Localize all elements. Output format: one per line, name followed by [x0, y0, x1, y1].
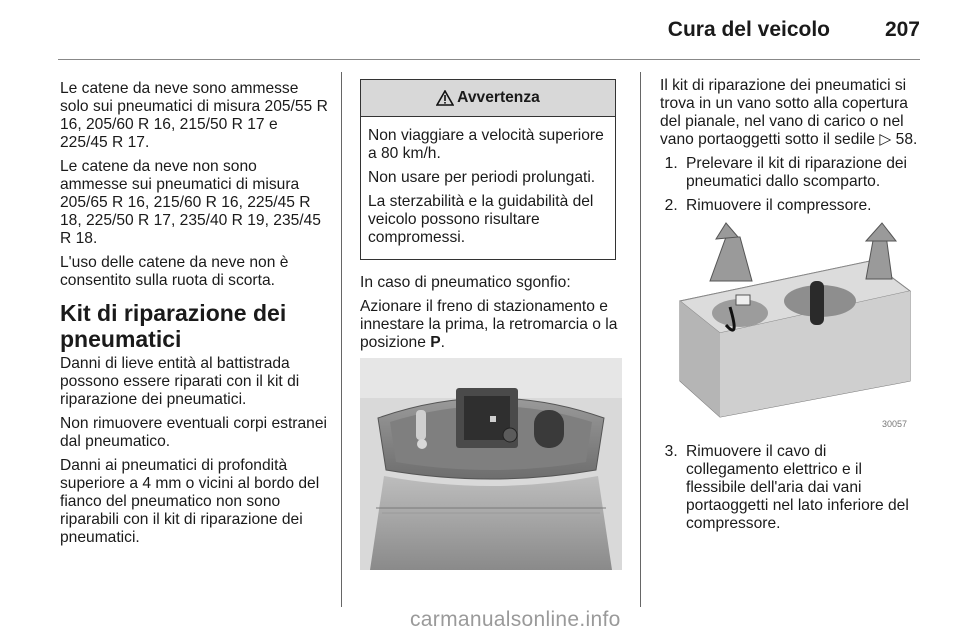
section-title: Cura del veicolo: [667, 18, 830, 41]
paragraph: Il kit di riparazione dei pneumatici si trova in un vano sotto alla copertura del pianale, nel vano di carico o nel vano portaoggetti sotto il sedile ▷ 58.: [660, 77, 918, 148]
paragraph: Azionare il freno di stazionamento e innestare la prima, la retromarcia o la posizione P.: [360, 298, 618, 351]
page-reference-icon: ▷: [879, 131, 896, 148]
paragraph: L'uso delle catene da neve non è consentito sulla ruota di scorta.: [60, 254, 289, 289]
trunk-compartment-image: [360, 358, 622, 570]
warning-text: Non usare per periodi prolungati.: [368, 169, 596, 186]
page-reference: 58.: [895, 131, 918, 148]
paragraph: Danni ai pneumatici di profondità superiore a 4 mm o vicini al bordo del fianco del pneumatico non sono riparabili con il kit di riparazione dei pneumatici.: [60, 457, 320, 546]
list-item: 3. Rimuovere il cavo di collegamento elettrico e il flessibile dell'aria dai vani portaoggetti nel lato inferiore del compressore.: [682, 443, 922, 533]
warning-header: [361, 80, 615, 117]
paragraph: Danni di lieve entità al battistrada possono essere riparati con il kit di riparazione dei pneumatici.: [60, 355, 300, 408]
paragraph: Le catene da neve sono ammesse solo sui pneumatici di misura 205/55 R 16, 205/60 R 16, 215/50 R 17 e 225/45 R 17.: [60, 80, 328, 151]
gear-position-label: P: [430, 334, 441, 351]
column-divider: [341, 72, 342, 607]
header-rule: [58, 59, 920, 60]
warning-box: [360, 79, 616, 260]
step-list: [660, 155, 922, 215]
paragraph: Non rimuovere eventuali corpi estranei dal pneumatico.: [60, 415, 327, 450]
left-column: [60, 80, 328, 553]
column-divider: [640, 72, 641, 607]
right-column: [660, 77, 922, 539]
warning-text: Non viaggiare a velocità superiore a 80 km/h.: [368, 127, 604, 162]
paragraph: In caso di pneumatico sgonfio:: [360, 274, 571, 291]
watermark: carmanualsonline.info: [410, 608, 621, 631]
list-item: 1. Prelevare il kit di riparazione dei pneumatici dallo scomparto.: [682, 155, 922, 191]
middle-column: [360, 79, 622, 570]
image-code: 30057: [882, 419, 908, 429]
list-item: 2. Rimuovere il compressore.: [682, 197, 922, 215]
warning-title: Avvertenza: [457, 89, 540, 106]
compressor-removal-image: [660, 221, 922, 433]
paragraph: Le catene da neve non sono ammesse sui pneumatici di misura 205/65 R 16, 215/60 R 16, 225/45 R 18, 225/50 R 17, 235/40 R 19, 235/45 R 18.: [60, 158, 321, 247]
warning-triangle-icon: [436, 90, 454, 106]
section-heading: Kit di riparazione dei pneumatici: [60, 300, 287, 352]
page-header: [0, 0, 960, 60]
warning-text: La sterzabilità e la guidabilità del veicolo possono risultare compromessi.: [368, 193, 594, 246]
step-list: [660, 443, 922, 533]
page-number: 207: [884, 18, 920, 41]
